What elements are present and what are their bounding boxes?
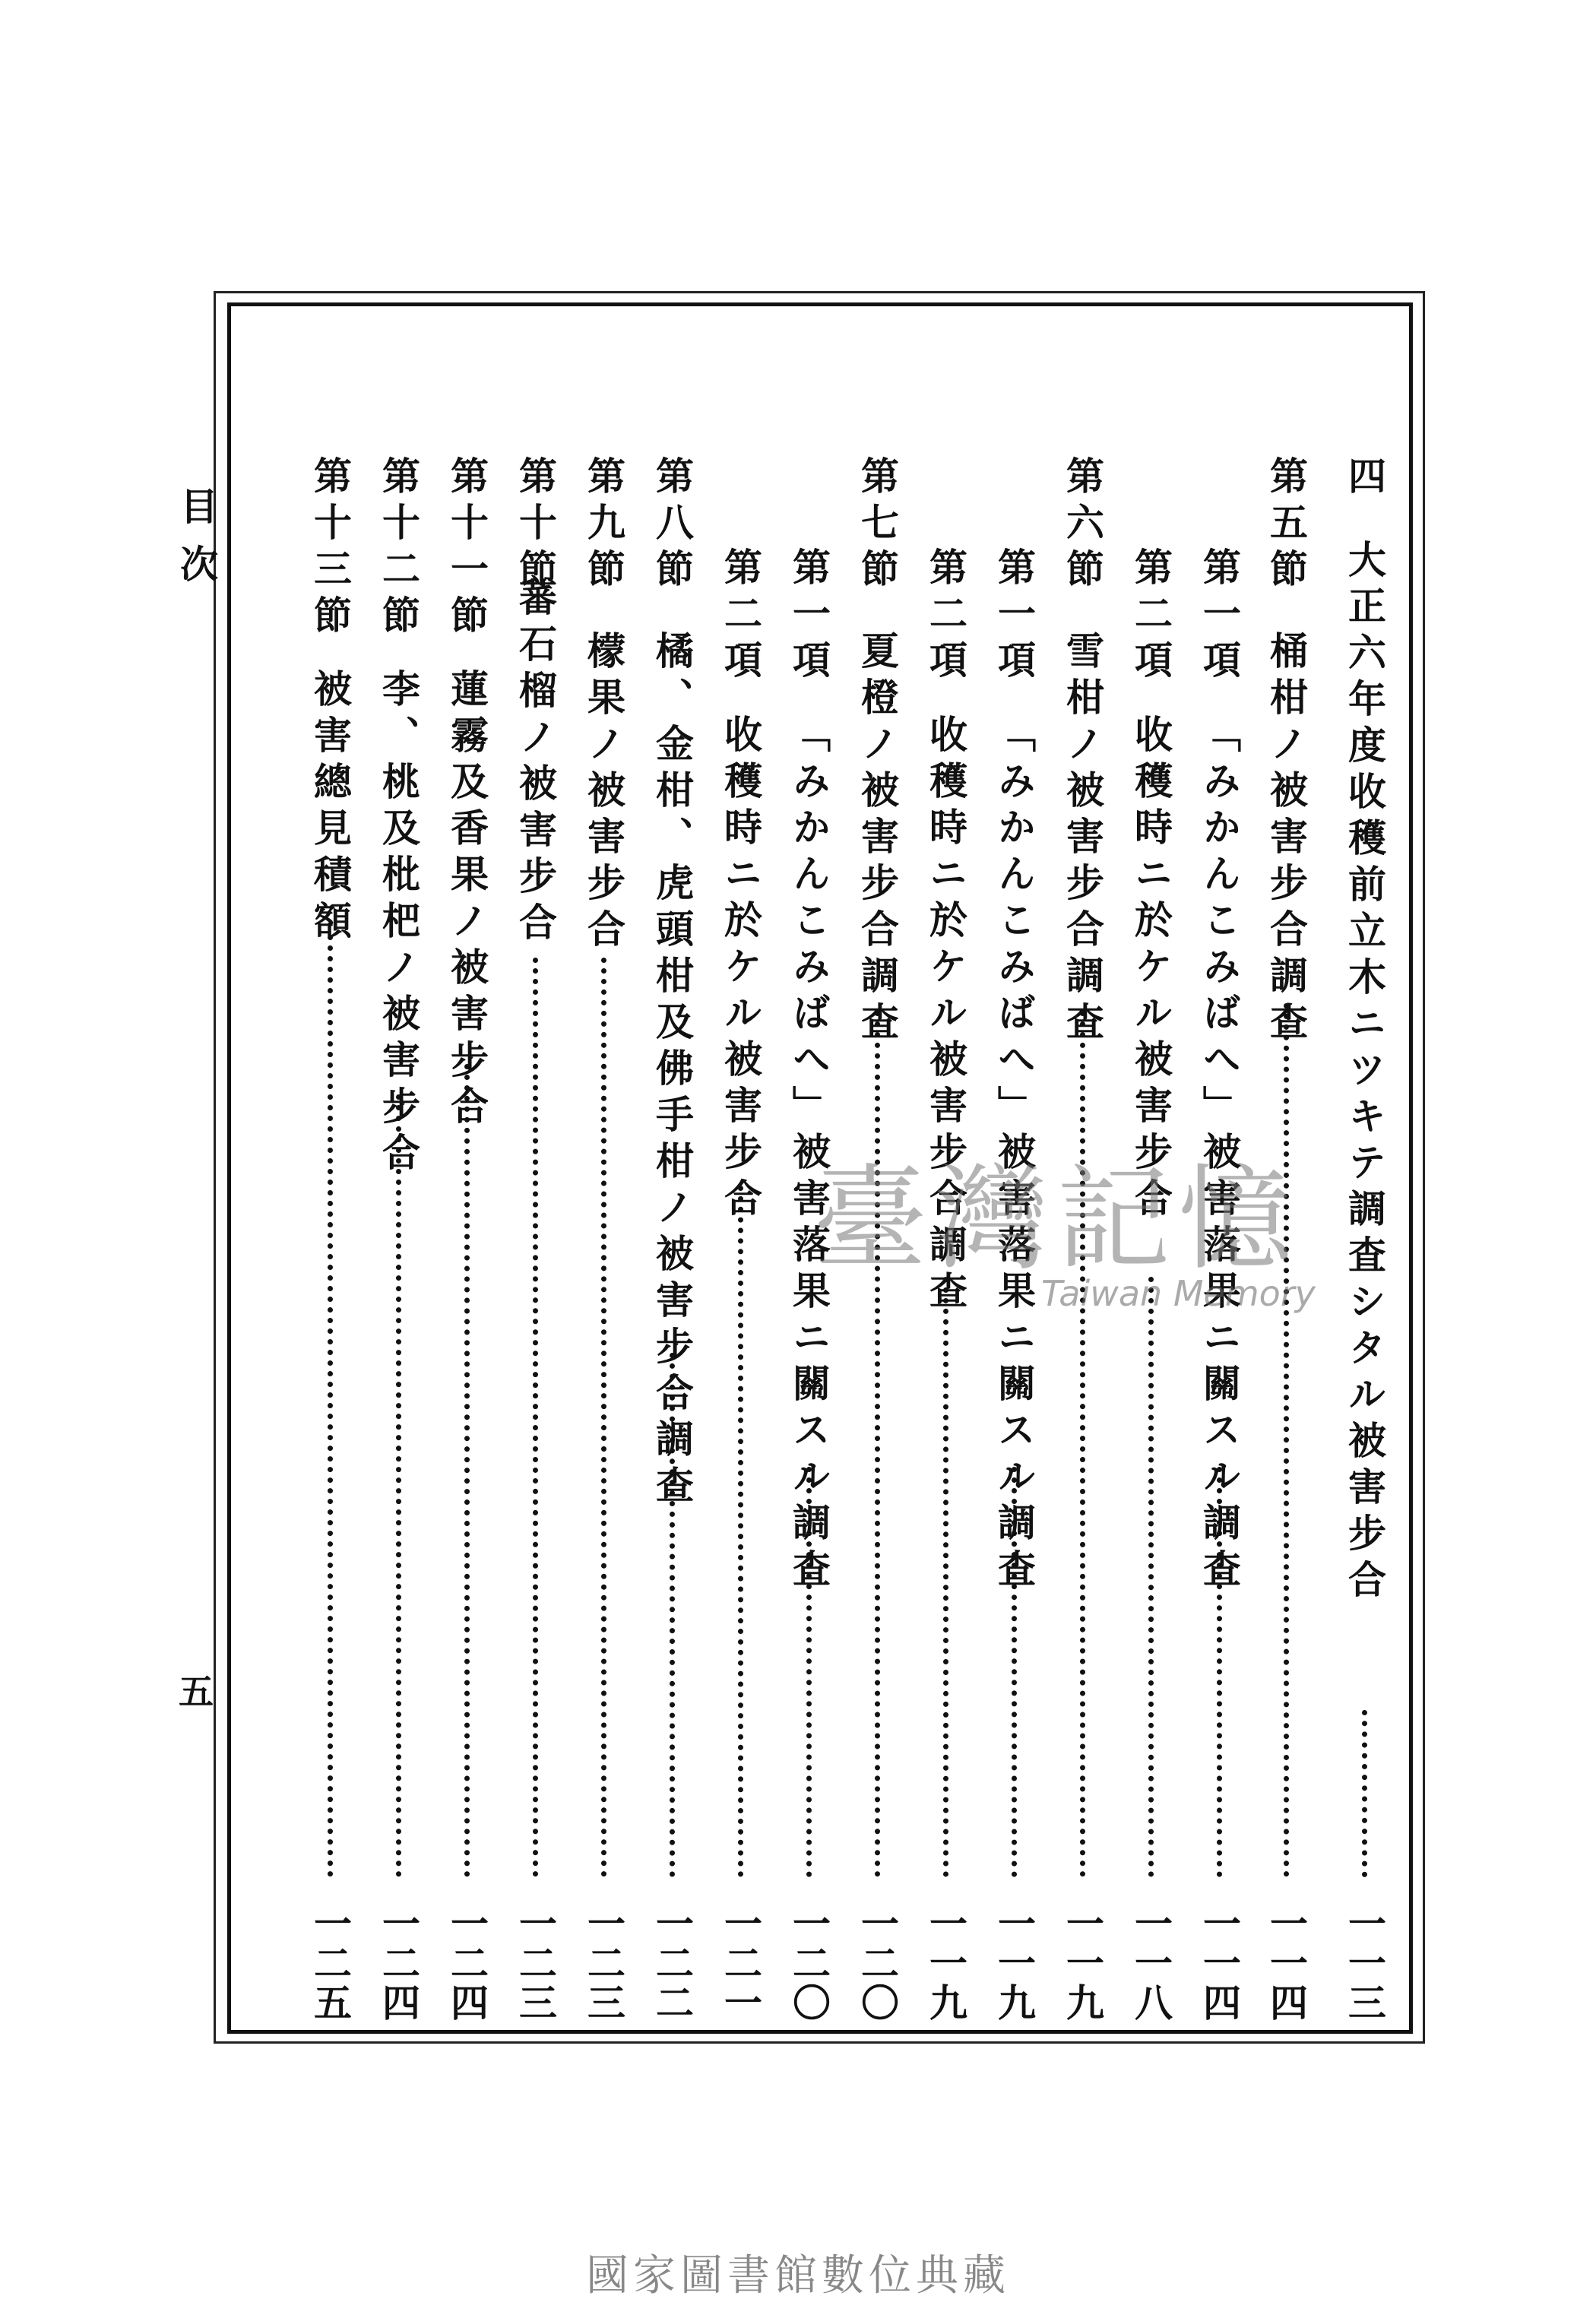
toc-entry-page: 一一四	[1197, 1904, 1242, 2022]
toc-entry-page: 一二三	[513, 1904, 558, 2022]
toc-entry-13[interactable]	[512, 0, 558, 2318]
toc-entry-11[interactable]	[649, 0, 695, 2318]
toc-entry-label: 第一項	[1197, 547, 1242, 686]
toc-entry-page: 一一九	[923, 1904, 968, 2022]
toc-entry-page: 一二〇	[855, 1904, 900, 2022]
toc-entry-page: 一二〇	[787, 1904, 831, 2022]
page-number: 五	[179, 1671, 214, 1712]
toc-entry-label: 第一項	[992, 547, 1037, 686]
toc-entry-label: 第九節	[581, 456, 626, 595]
toc-entry-title: 「みかんこみばへ」被害落果ニ關スル調査	[1197, 714, 1242, 1595]
watermark-english: Taiwan Memory	[1041, 1273, 1316, 1314]
leader-dots	[328, 935, 333, 1877]
leader-dots	[1012, 1467, 1017, 1877]
toc-entry-page: 一二四	[376, 1904, 421, 2022]
toc-entry-title: 「みかんこみばへ」被害落果ニ關スル調査	[992, 714, 1037, 1595]
toc-entry-title: 收穫時ニ於ケル被害步合	[718, 714, 763, 1224]
toc-entry-label: 第七節	[855, 456, 900, 595]
toc-entry-page: 一二二	[650, 1904, 695, 2022]
toc-entry-15[interactable]	[375, 0, 421, 2318]
toc-entry-page: 一二三	[581, 1904, 626, 2022]
toc-entry-title: 收穫時ニ於ケル被害步合	[1129, 714, 1173, 1224]
toc-entry-page: 一一三	[1342, 1904, 1387, 2022]
leader-dots	[533, 958, 538, 1877]
toc-entry-title: 李、桃及枇杷ノ被害步合	[376, 669, 421, 1179]
toc-entry-label: 第二項	[1129, 547, 1173, 686]
leader-dots	[464, 1064, 470, 1877]
toc-entry-page: 一二四	[445, 1904, 489, 2022]
toc-entry-14[interactable]	[444, 0, 489, 2318]
toc-entry-label: 第十一節	[445, 456, 489, 641]
leader-dots	[601, 958, 606, 1877]
toc-entry-page: 一二五	[308, 1904, 353, 2022]
toc-entry-label: 第二項	[923, 547, 968, 686]
toc-entry-title: 「みかんこみばへ」被害落果ニ關スル調査	[787, 714, 831, 1595]
toc-entry-title: 大正六年度收穫前立木ニツキテ調査シタル被害步合	[1342, 540, 1387, 1606]
leader-dots	[738, 1186, 743, 1877]
toc-entry-label: 第十三節	[308, 456, 353, 641]
toc-entry-title: 檬果ノ被害步合	[581, 631, 626, 955]
toc-entry-page: 一一八	[1129, 1904, 1173, 2022]
toc-entry-title: 蕃石榴ノ被害步合	[513, 578, 558, 948]
leader-dots	[1362, 1710, 1367, 1877]
leader-dots	[943, 1277, 948, 1877]
toc-entry-page: 一一四	[1264, 1904, 1309, 2022]
toc-entry-label: 第一項	[787, 547, 831, 686]
toc-entry-label: 四	[1342, 456, 1387, 502]
leader-dots	[1284, 1003, 1289, 1877]
leader-dots	[1080, 1011, 1085, 1877]
toc-entry-label: 第六節	[1060, 456, 1105, 595]
leader-dots	[670, 1353, 675, 1877]
margin-header: 目次	[174, 486, 219, 602]
toc-entry-title: 橘、金柑、虎頭柑及佛手柑ノ被害步合調查	[650, 631, 695, 1512]
leader-dots	[806, 1467, 812, 1877]
watermark-logo	[813, 1148, 1360, 1314]
toc-entry-label: 第八節	[650, 456, 695, 595]
toc-entry-10[interactable]	[717, 0, 763, 2318]
leader-dots	[1217, 1467, 1222, 1877]
toc-entry-label: 第十節	[513, 456, 558, 595]
toc-entry-16[interactable]	[307, 0, 353, 2318]
toc-entry-title: 夏橙ノ被害步合調査	[855, 631, 900, 1048]
toc-entry-title: 雪柑ノ被害步合調査	[1060, 631, 1105, 1048]
toc-entry-page: 一一九	[992, 1904, 1037, 2022]
toc-entry-page: 一一九	[1060, 1904, 1105, 2022]
leader-dots	[1148, 1277, 1154, 1877]
footer-text: 國家圖書館數位典藏	[586, 2251, 1010, 2301]
toc-entry-title: 收穫時ニ於ケル被害步合調查	[923, 714, 968, 1317]
toc-entry-12[interactable]	[581, 0, 626, 2318]
toc-entry-title: 桶柑ノ被害步合調查	[1264, 631, 1309, 1048]
toc-entry-label: 第十二節	[376, 456, 421, 641]
toc-entry-title: 被害總見積額	[308, 669, 353, 947]
toc-entry-label: 第二項	[718, 547, 763, 686]
toc-entry-title: 蓮霧及香果ノ被害步合	[445, 669, 489, 1132]
toc-entry-page: 一二一	[718, 1904, 763, 2022]
toc-entry-label: 第五節	[1264, 456, 1309, 595]
watermark-characters: 臺灣記憶	[813, 1154, 1300, 1286]
leader-dots	[875, 1011, 880, 1877]
leader-dots	[396, 1094, 401, 1877]
